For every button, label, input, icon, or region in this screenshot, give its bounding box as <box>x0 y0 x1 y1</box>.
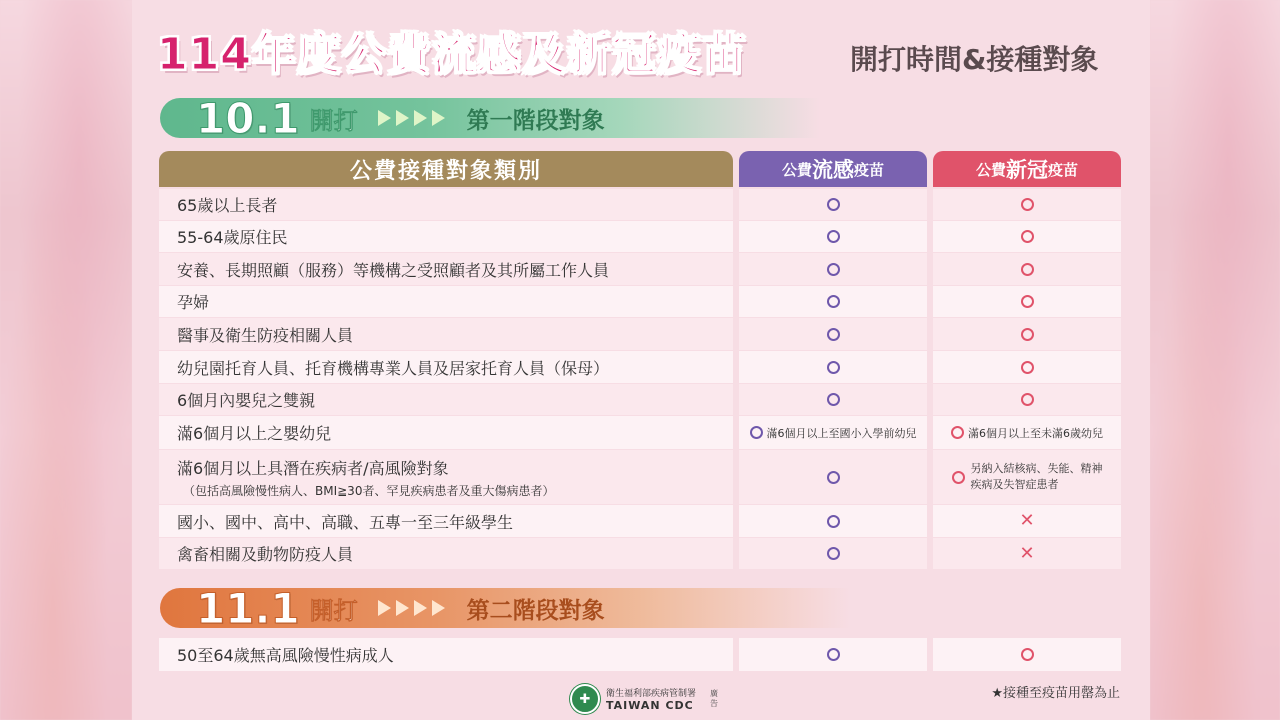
table-row <box>159 384 1121 415</box>
table-row <box>159 505 1121 537</box>
row-category: 滿6個月以上具潛在疾病者/高風險對象 <box>177 458 449 478</box>
cdc-name-en: TAIWAN CDC <box>606 699 694 712</box>
table-row <box>159 318 1121 350</box>
flu-circle-icon <box>827 295 840 308</box>
table-row <box>159 416 1121 449</box>
table-row <box>159 253 1121 285</box>
cdc-emblem-icon: ✚ <box>570 684 600 714</box>
phase2-date: 11.1 <box>196 583 300 633</box>
flu-circle-icon <box>827 648 840 661</box>
covid-cross-icon: ✕ <box>1019 510 1035 531</box>
table-row <box>159 221 1121 252</box>
phase2-arrows-icon <box>378 600 445 616</box>
flu-circle-icon <box>827 328 840 341</box>
row-category: 安養、長期照顧（服務）等機構之受照顧者及其所屬工作人員 <box>159 253 733 285</box>
phase2-open-label: 開打 <box>309 596 358 625</box>
table-row <box>159 638 1121 671</box>
row-category: 55-64歲原住民 <box>159 221 733 252</box>
covid-circle-icon <box>1021 648 1034 661</box>
flu-circle-icon <box>827 230 840 243</box>
phase2-banner <box>160 583 850 633</box>
flu-circle-icon <box>827 547 840 560</box>
flu-circle-icon <box>827 198 840 211</box>
blurred-background-right <box>1150 0 1280 720</box>
covid-circle-icon <box>1021 230 1034 243</box>
covid-circle-icon <box>1021 263 1034 276</box>
row-category: 孕婦 <box>159 286 733 317</box>
phase2-label: 第二階段對象 <box>466 597 605 624</box>
footnote: ★接種至疫苗用罄為止 <box>991 686 1120 701</box>
covid-circle-icon <box>952 471 965 484</box>
table-row <box>159 286 1121 317</box>
flu-circle-icon <box>750 426 763 439</box>
covid-circle-icon <box>1021 361 1034 374</box>
row-category: 醫事及衛生防疫相關人員 <box>159 318 733 350</box>
flu-circle-icon <box>827 515 840 528</box>
page-title: 114年度公費流感及新冠疫苗 <box>157 29 747 80</box>
covid-header: 公費 新冠 疫苗 <box>933 151 1121 187</box>
flu-circle-icon <box>827 263 840 276</box>
flu-header: 公費 流感 疫苗 <box>739 151 927 187</box>
row-category: 65歲以上長者 <box>159 189 733 220</box>
covid-circle-icon <box>951 426 964 439</box>
cdc-logo <box>570 684 720 714</box>
row-category: 國小、國中、高中、高職、五專一至三年級學生 <box>159 505 733 537</box>
row-category: 滿6個月以上之嬰幼兒 <box>159 416 733 449</box>
table-row <box>159 189 1121 220</box>
phase1-banner <box>160 93 820 143</box>
phase1-arrows-icon <box>378 110 445 126</box>
covid-circle-icon <box>1021 295 1034 308</box>
flu-circle-icon <box>827 393 840 406</box>
page-subtitle: 開打時間&接種對象 <box>850 43 1099 76</box>
phase1-open-label: 開打 <box>309 106 358 135</box>
row-category: 幼兒園托育人員、托育機構專業人員及居家托育人員（保母） <box>159 351 733 383</box>
blurred-background-left <box>0 0 132 720</box>
table-row <box>159 351 1121 383</box>
phase1-date: 10.1 <box>196 93 300 143</box>
covid-circle-icon <box>1021 198 1034 211</box>
row-category: 禽畜相關及動物防疫人員 <box>159 538 733 569</box>
flu-note: 滿6個月以上至國小入學前幼兒 <box>766 426 917 440</box>
covid-note-line1: 另納入結核病、失能、精神 <box>970 462 1103 475</box>
ad-label: 廣告 <box>710 689 719 708</box>
covid-note-line2: 疾病及失智症患者 <box>970 478 1059 491</box>
phase1-label: 第一階段對象 <box>466 107 605 134</box>
flu-circle-icon <box>827 361 840 374</box>
row-category: 50至64歲無高風險慢性病成人 <box>159 638 733 671</box>
row-category-note: （包括高風險慢性病人、BMI≧30者、罕見疾病患者及重大傷病患者） <box>183 483 555 498</box>
cdc-name-zh: 衛生福利部疾病管制署 <box>606 689 697 699</box>
flu-circle-icon <box>827 471 840 484</box>
category-header: 公費接種對象類別 <box>159 151 733 187</box>
covid-circle-icon <box>1021 393 1034 406</box>
covid-note: 滿6個月以上至未滿6歲幼兒 <box>968 426 1103 440</box>
row-category: 6個月內嬰兒之雙親 <box>159 384 733 415</box>
poster <box>132 0 1150 720</box>
covid-cross-icon: ✕ <box>1019 542 1035 564</box>
table-row <box>159 450 1121 504</box>
covid-circle-icon <box>1021 328 1034 341</box>
table-row <box>159 538 1121 569</box>
